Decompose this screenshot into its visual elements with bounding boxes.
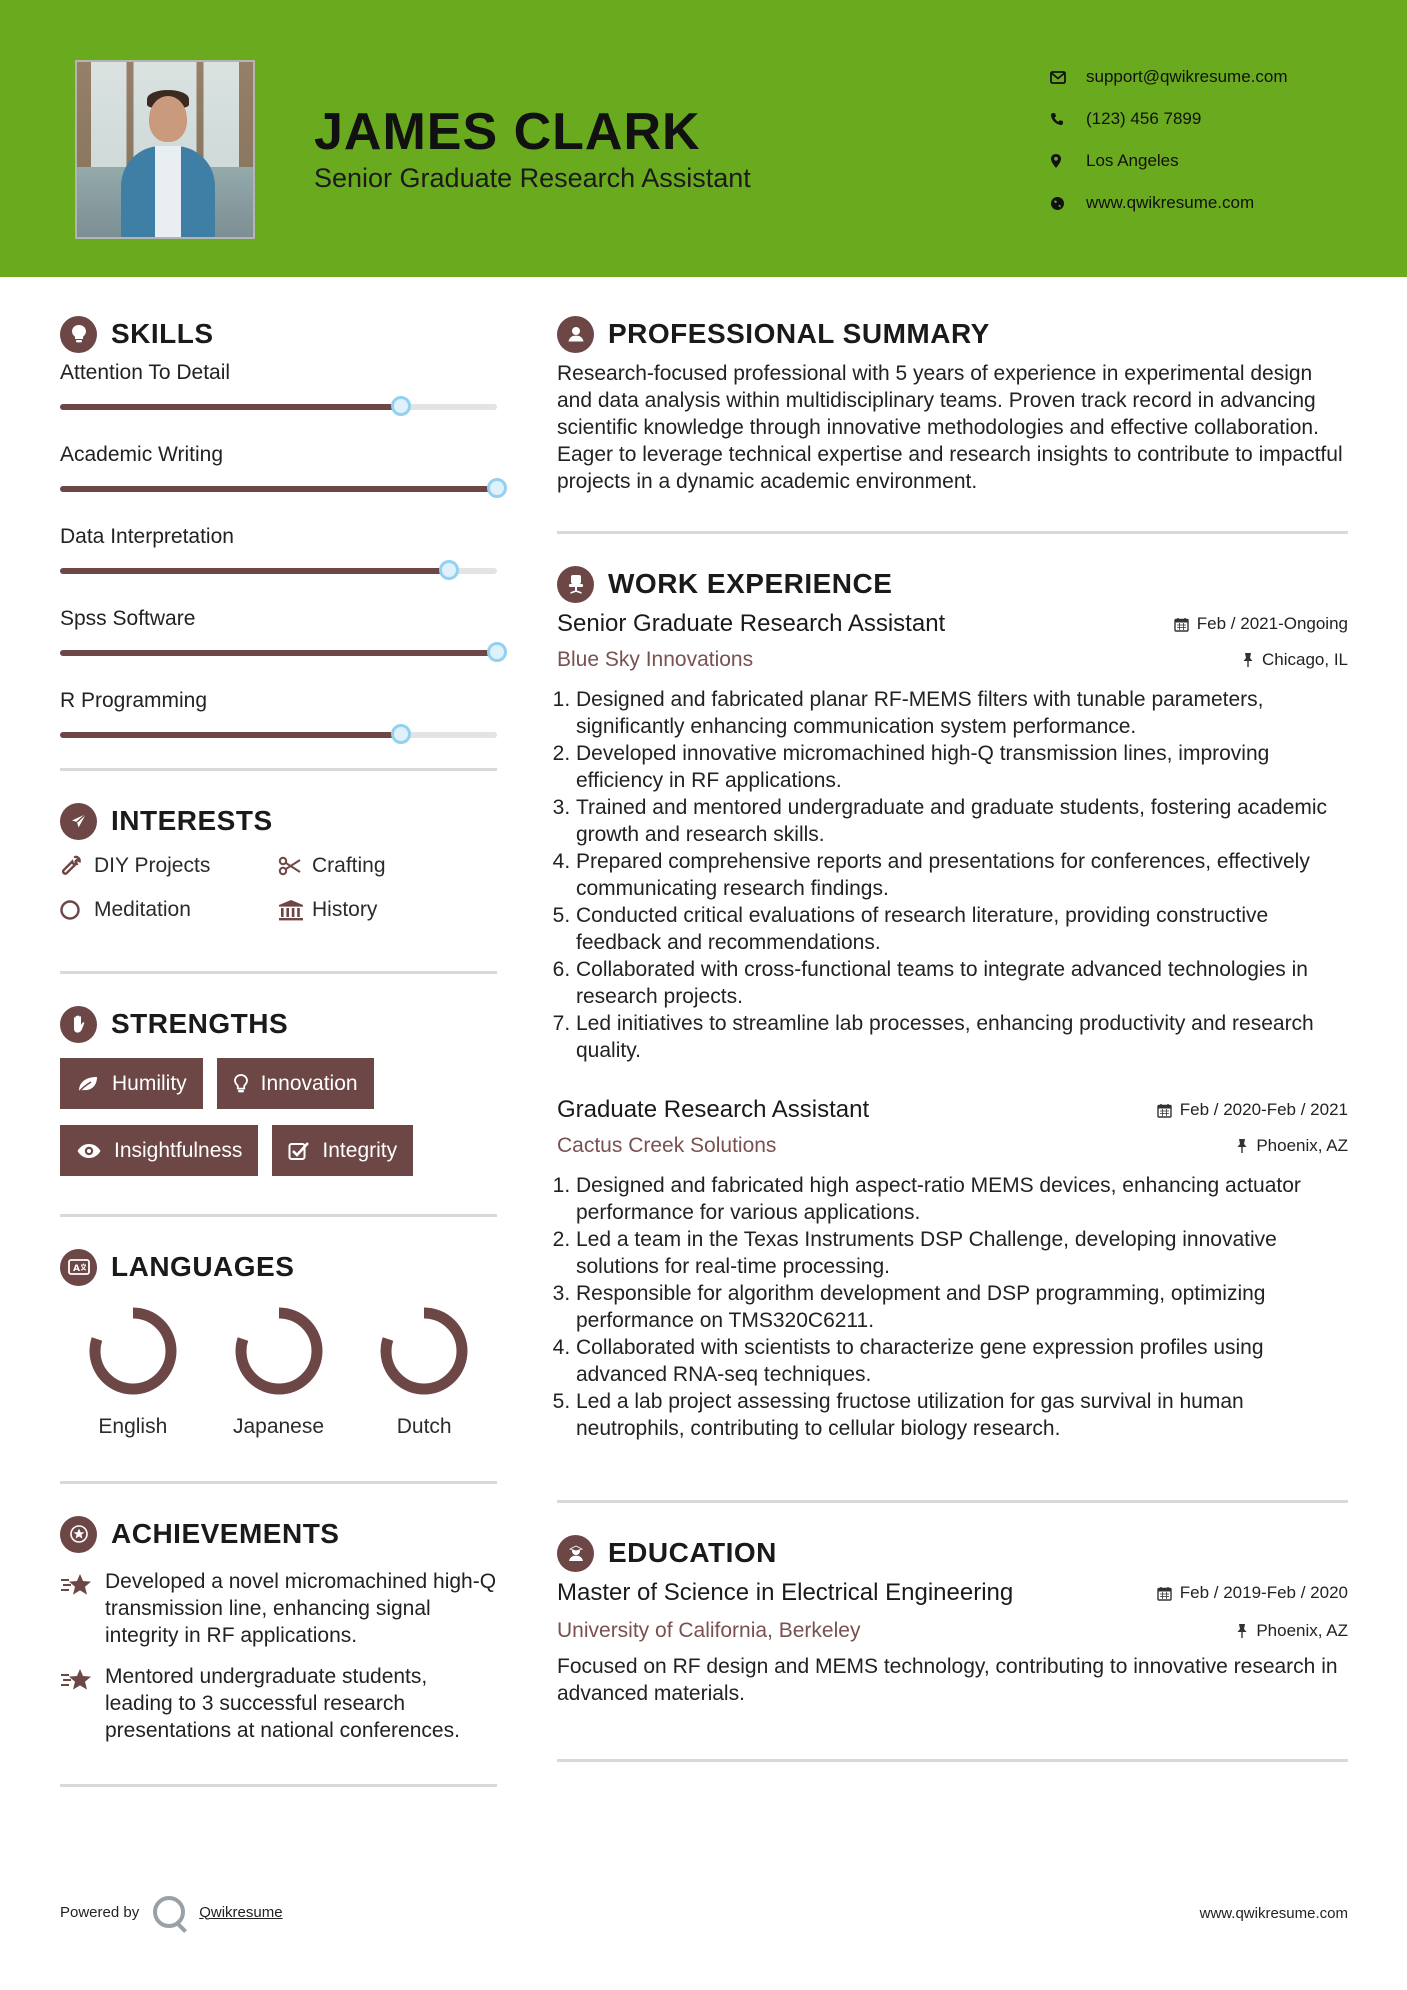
language-proficiency-ring [233,1305,325,1397]
divider [557,1500,1348,1503]
contact-location [1050,140,1288,182]
strength-label: Integrity [322,1138,398,1162]
lightbulb-icon [233,1073,249,1095]
check-square-icon [288,1141,310,1161]
contact-website-text: www.qwikresume.com [1086,193,1255,212]
paper-plane-icon [60,803,97,840]
strength-label: Insightfulness [114,1138,243,1162]
candidate-name: JAMES CLARK [314,103,701,161]
strength-label: Innovation [260,1071,358,1095]
contact-website[interactable] [1050,182,1288,224]
skill-bar [60,732,497,738]
calendar-icon [1157,1586,1172,1601]
skill-bar [60,568,497,574]
contact-phone[interactable] [1050,98,1288,140]
job-dates [1157,1100,1348,1120]
language-label: Dutch [396,1415,452,1438]
achievements-section [60,1510,497,1744]
skill-label: Spss Software [60,607,196,630]
language-item [206,1305,352,1439]
wrench-icon [60,855,94,877]
skill-bar [60,486,497,492]
responsibility-item: 7. Led initiatives to streamline lab processes, enhancing productivity and research quality. [576,1010,1348,1064]
achievement-item [60,1663,497,1744]
responsibility-item: 4. Collaborated with scientists to characterize gene expression profiles using advanced RNA-seq techniques. [576,1334,1348,1388]
circle-icon [60,899,94,921]
company-name: Blue Sky Innovations [557,648,754,671]
summary-text: Research-focused professional with 5 years of experience in experimental design and data analysis within multidisciplinary teams. Proven track record in advancing scientific knowledge through innovative methodologies and effective collaboration. Eager to leverage technical expertise and research insights to contribute to impactful projects in a dynamic academic environment. [557,362,1343,493]
responsibility-item: 5. Conducted critical evaluations of research literature, providing constructive feedback and recommendations. [576,902,1348,956]
achievement-text: Developed a novel micromachined high-Q transmission line, enhancing signal integrity in RF applications. [105,1570,497,1647]
education-text: Focused on RF design and MEMS technology, contributing to innovative research in advanced materials. [557,1655,1338,1705]
skill-item [60,522,497,574]
education-dates-text: Feb / 2019-Feb / 2020 [1179,1583,1348,1602]
education-section [557,1529,1348,1707]
contact-email-text: support@qwikresume.com [1086,67,1288,86]
header-banner [0,0,1407,277]
interest-item [60,851,278,881]
footer-branding [60,1896,283,1928]
pushpin-icon [1236,1138,1248,1154]
job-dates-text: Feb / 2020-Feb / 2021 [1179,1100,1348,1119]
languages-heading: LANGUAGES [111,1251,295,1282]
strength-tag [217,1058,374,1109]
right-column [557,310,1348,1762]
leaf-icon [76,1074,100,1094]
divider [60,768,497,771]
language-proficiency-ring [378,1305,470,1397]
globe-icon [1050,196,1086,211]
skill-bar-fill [60,650,497,656]
calendar-icon [1157,1103,1172,1118]
job-responsibilities [557,1172,1348,1442]
job-location [1236,1136,1348,1156]
job-dates [1174,614,1348,634]
education-heading: EDUCATION [608,1537,777,1568]
responsibility-item: 3. Trained and mentored undergraduate and graduate students, fostering academic growth and research skills. [576,794,1348,848]
achievement-item [60,1568,497,1649]
interests-section [60,797,497,925]
interests-heading: INTERESTS [111,805,273,836]
left-column [60,310,497,1787]
responsibility-item: 5. Led a lab project assessing fructose utilization for gas survival in human neutrophils, contributing to cellular biology research. [576,1388,1348,1442]
job-location-text: Chicago, IL [1262,650,1348,669]
skill-level-knob [391,724,411,744]
skill-bar [60,404,497,410]
interest-item [278,851,496,881]
languages-section [60,1243,497,1439]
skill-label: Data Interpretation [60,525,234,548]
education-location [1236,1621,1348,1641]
responsibility-item: 2. Developed innovative micromachined high-Q transmission lines, improving efficiency in RF applications. [576,740,1348,794]
responsibility-item: 1. Designed and fabricated planar RF-MEMS filters with tunable parameters, significantly enhancing communication system performance. [576,686,1348,740]
strengths-heading: STRENGTHS [111,1008,289,1039]
strength-tag [60,1125,258,1176]
bank-icon [278,899,312,921]
calendar-icon [1174,617,1189,632]
skill-item [60,440,497,492]
job-dates-text: Feb / 2021-Ongoing [1196,614,1348,633]
scissors-icon [278,856,312,876]
pushpin-icon [1242,652,1254,668]
divider [60,1784,497,1787]
skill-level-knob [487,642,507,662]
lightbulb-icon [60,316,97,353]
candidate-title: Senior Graduate Research Assistant [314,163,751,193]
skill-label: R Programming [60,689,208,712]
envelope-icon [1050,71,1086,84]
language-icon [60,1249,97,1286]
skill-label: Attention To Detail [60,361,231,384]
education-location-text: Phoenix, AZ [1256,1621,1348,1640]
experience-heading: WORK EXPERIENCE [608,568,893,599]
star-badge-icon [60,1516,97,1553]
responsibility-item: 4. Prepared comprehensive reports and presentations for conferences, effectively communicating research findings. [576,848,1348,902]
qwikresume-logo-icon [153,1896,185,1928]
location-pin-icon [1050,153,1086,169]
interest-item [60,895,278,925]
skill-bar-fill [60,732,401,738]
education-dates [1157,1583,1348,1603]
summary-heading: PROFESSIONAL SUMMARY [608,318,990,349]
job-location-text: Phoenix, AZ [1256,1136,1348,1155]
divider [60,1481,497,1484]
skill-item [60,686,497,738]
responsibility-item: 3. Responsible for algorithm development and DSP programming, optimizing performance on TMS320C6211. [576,1280,1348,1334]
strength-label: Humility [112,1071,187,1095]
skill-level-knob [439,560,459,580]
job-entry [557,610,1348,1064]
eye-icon [76,1142,102,1160]
shooting-star-icon [60,1663,105,1744]
skill-bar-fill [60,568,449,574]
phone-icon [1050,112,1086,126]
skill-bar-fill [60,404,401,410]
contact-list [1050,56,1288,224]
contact-email[interactable] [1050,56,1288,98]
language-label: English [98,1415,168,1438]
responsibility-item: 1. Designed and fabricated high aspect-ratio MEMS devices, enhancing actuator performance for various applications. [576,1172,1348,1226]
skills-heading: SKILLS [111,318,214,349]
skill-level-knob [391,396,411,416]
language-label: Japanese [232,1415,325,1438]
achievements-heading: ACHIEVEMENTS [111,1518,340,1549]
user-icon [557,316,594,353]
interest-item [278,895,496,925]
svg-text:A: A [72,1264,80,1274]
pushpin-icon [1236,1623,1248,1639]
degree-title: Master of Science in Electrical Engineering [557,1579,1014,1606]
responsibility-item: 6. Collaborated with cross-functional teams to integrate advanced technologies in research projects. [576,956,1348,1010]
contact-phone-text: (123) 456 7899 [1086,109,1202,128]
divider [60,971,497,974]
language-ring-arc [386,1313,462,1389]
interest-label: Meditation [94,898,191,921]
job-title: Senior Graduate Research Assistant [557,610,946,637]
job-location [1242,650,1348,670]
job-entry [557,1096,1348,1442]
school-name: University of California, Berkeley [557,1619,861,1642]
responsibility-item: 2. Led a team in the Texas Instruments DSP Challenge, developing innovative solutions for real-time processing. [576,1226,1348,1280]
skill-item [60,604,497,656]
skill-item [60,358,497,410]
achievement-text: Mentored undergraduate students, leading to 3 successful research presentations at national conferences. [105,1665,460,1742]
hand-icon [60,1006,97,1043]
skill-bar-fill [60,486,497,492]
divider [557,1759,1348,1762]
contact-location-text: Los Angeles [1086,151,1179,170]
interest-label: DIY Projects [94,854,211,877]
footer-url[interactable]: www.qwikresume.com [1199,1905,1348,1922]
language-ring-arc [241,1313,317,1389]
experience-section [557,560,1348,1442]
shooting-star-icon [60,1568,105,1649]
interest-label: Crafting [312,854,386,877]
job-responsibilities [557,686,1348,1064]
strength-tag [272,1125,413,1176]
profile-photo [75,60,255,239]
language-item [60,1305,206,1439]
language-proficiency-ring [87,1305,179,1397]
language-ring-arc [95,1313,171,1389]
divider [60,1214,497,1217]
brand-link[interactable]: Qwikresume [199,1903,283,1921]
divider [557,531,1348,534]
strengths-section [60,1000,497,1176]
strength-tag [60,1058,203,1109]
language-item [351,1305,497,1439]
powered-by-label: Powered by [60,1903,140,1921]
skills-section [60,310,497,738]
skill-label: Academic Writing [60,443,223,466]
skill-bar [60,650,497,656]
skill-level-knob [487,478,507,498]
graduate-icon [557,1535,594,1572]
chair-icon [557,566,594,603]
interest-label: History [312,898,378,921]
job-title: Graduate Research Assistant [557,1096,870,1123]
summary-section [557,310,1348,495]
company-name: Cactus Creek Solutions [557,1134,777,1157]
